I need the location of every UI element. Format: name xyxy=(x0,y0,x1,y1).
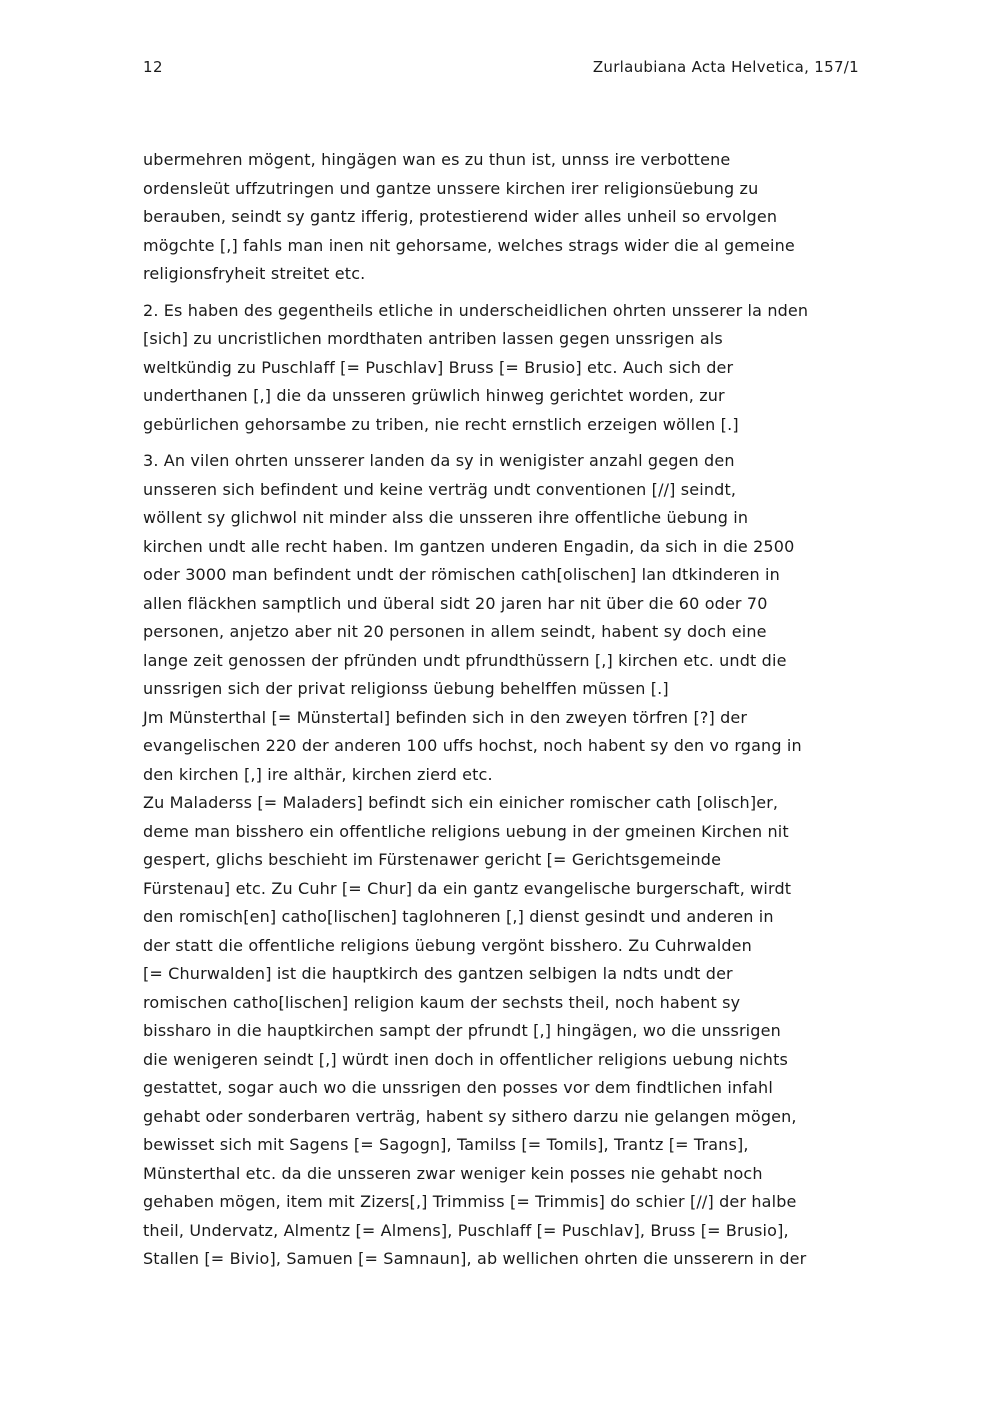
text-line: Jm Münsterthal [= Münstertal] befinden sich in den zweyen törfren [?] der xyxy=(143,707,748,727)
text-line: mögchte [,] fahls man inen nit gehorsame, welches strags wider die al gemeine xyxy=(143,235,795,255)
text-line: [= Churwalden] ist die hauptkirch des gantzen selbigen la ndts undt der xyxy=(143,964,733,983)
text-line: gehaben mögen, item mit Zizers[,] Trimmiss [= Trimmis] do schier [//] der halbe xyxy=(143,1192,797,1211)
text-line: allen fläckhen samptlich und überal sidt 20 jaren har nit über die 60 oder 70 xyxy=(143,593,768,613)
text-line: kirchen undt alle recht haben. Im gantzen underen Engadin, da sich in die 2500 xyxy=(143,536,795,556)
text-line: gehabt oder sonderbaren verträg, habent sy sithero darzu nie gelangen mögen, xyxy=(143,1106,797,1126)
text-line: evangelischen 220 der anderen 100 uffs hochst, noch habent sy den vo rgang in xyxy=(143,736,802,755)
text-line: Stallen [= Bivio], Samuen [= Samnaun], ab wellichen ohrten die unsserern in der xyxy=(143,1249,807,1268)
paragraph xyxy=(143,146,861,289)
paragraph xyxy=(143,447,861,1274)
text-line: [sich] zu uncristlichen mordthaten antriben lassen gegen unssrigen als xyxy=(143,329,723,348)
text-line: unsseren sich befindent und keine verträg undt conventionen [//] seindt, xyxy=(143,479,737,499)
text-line: unssrigen sich der privat religionss üebung behelffen müssen [.] xyxy=(143,679,669,698)
text-line: religionsfryheit streitet etc. xyxy=(143,264,366,283)
text-line: ordensleüt uffzutringen und gantze unssere kirchen irer religionsüebung zu xyxy=(143,178,759,198)
text-line: bissharo in die hauptkirchen sampt der pfrundt [,] hingägen, wo die unssrigen xyxy=(143,1021,781,1040)
text-line: bewisset sich mit Sagens [= Sagogn], Tamilss [= Tomils], Trantz [= Trans], xyxy=(143,1135,749,1154)
page-number: 12 xyxy=(143,58,164,76)
text-line: gestattet, sogar auch wo die unssrigen den posses vor dem findtlichen infahl xyxy=(143,1078,773,1097)
text-line: berauben, seindt sy gantz ifferig, protestierend wider alles unheil so ervolgen xyxy=(143,207,778,226)
text-line: Münsterthal etc. da die unsseren zwar weniger kein posses nie gehabt noch xyxy=(143,1163,763,1183)
text-line: gespert, glichs beschieht im Fürstenawer gericht [= Gerichtsgemeinde xyxy=(143,850,722,869)
text-line: weltkündig zu Puschlaff [= Puschlav] Bruss [= Brusio] etc. Auch sich der xyxy=(143,357,734,377)
text-line: theil, Undervatz, Almentz [= Almens], Puschlaff [= Puschlav], Bruss [= Brusio], xyxy=(143,1220,789,1240)
text-line: ubermehren mögent, hingägen wan es zu thun ist, unnss ire verbottene xyxy=(143,150,731,169)
text-line: romischen catho[lischen] religion kaum der sechsts theil, noch habent sy xyxy=(143,992,741,1012)
text-line: 2. Es haben des gegentheils etliche in underscheidlichen ohrten unsserer la nden xyxy=(143,300,809,320)
text-line: Fürstenau] etc. Zu Cuhr [= Chur] da ein gantz evangelische burgerschaft, wirdt xyxy=(143,878,792,898)
text-line: Zu Maladerss [= Maladers] befindt sich ein einicher romischer cath [olisch]er, xyxy=(143,793,779,812)
text-line: 3. An vilen ohrten unsserer landen da sy in wenigister anzahl gegen den xyxy=(143,451,735,470)
text-line: wöllent sy glichwol nit minder alss die unsseren ihre offentliche üebung in xyxy=(143,508,749,527)
text-line: der statt die offentliche religions üebung vergönt bisshero. Zu Cuhrwalden xyxy=(143,935,752,955)
text-line: deme man bisshero ein offentliche religions uebung in der gmeinen Kirchen nit xyxy=(143,821,789,841)
text-line: gebürlichen gehorsambe zu triben, nie recht ernstlich erzeigen wöllen [.] xyxy=(143,414,739,434)
running-title: Zurlaubiana Acta Helvetica, 157/1 xyxy=(592,58,859,76)
text-line: die wenigeren seindt [,] würdt inen doch in offentlicher religions uebung nichts xyxy=(143,1049,788,1069)
paragraph xyxy=(143,297,861,440)
text-line: den romisch[en] catho[lischen] taglohneren [,] dienst gesindt und anderen in xyxy=(143,907,774,926)
text-line: den kirchen [,] ire althär, kirchen zierd etc. xyxy=(143,764,493,784)
text-line: personen, anjetzo aber nit 20 personen in allem seindt, habent sy doch eine xyxy=(143,622,767,641)
text-line: oder 3000 man befindent undt der römischen cath[olischen] lan dtkinderen in xyxy=(143,565,780,584)
text-line: lange zeit genossen der pfründen undt pfrundthüssern [,] kirchen etc. undt die xyxy=(143,650,787,670)
text-line: underthanen [,] die da unsseren grüwlich hinweg gerichtet worden, zur xyxy=(143,386,725,405)
body-text xyxy=(143,146,861,1274)
